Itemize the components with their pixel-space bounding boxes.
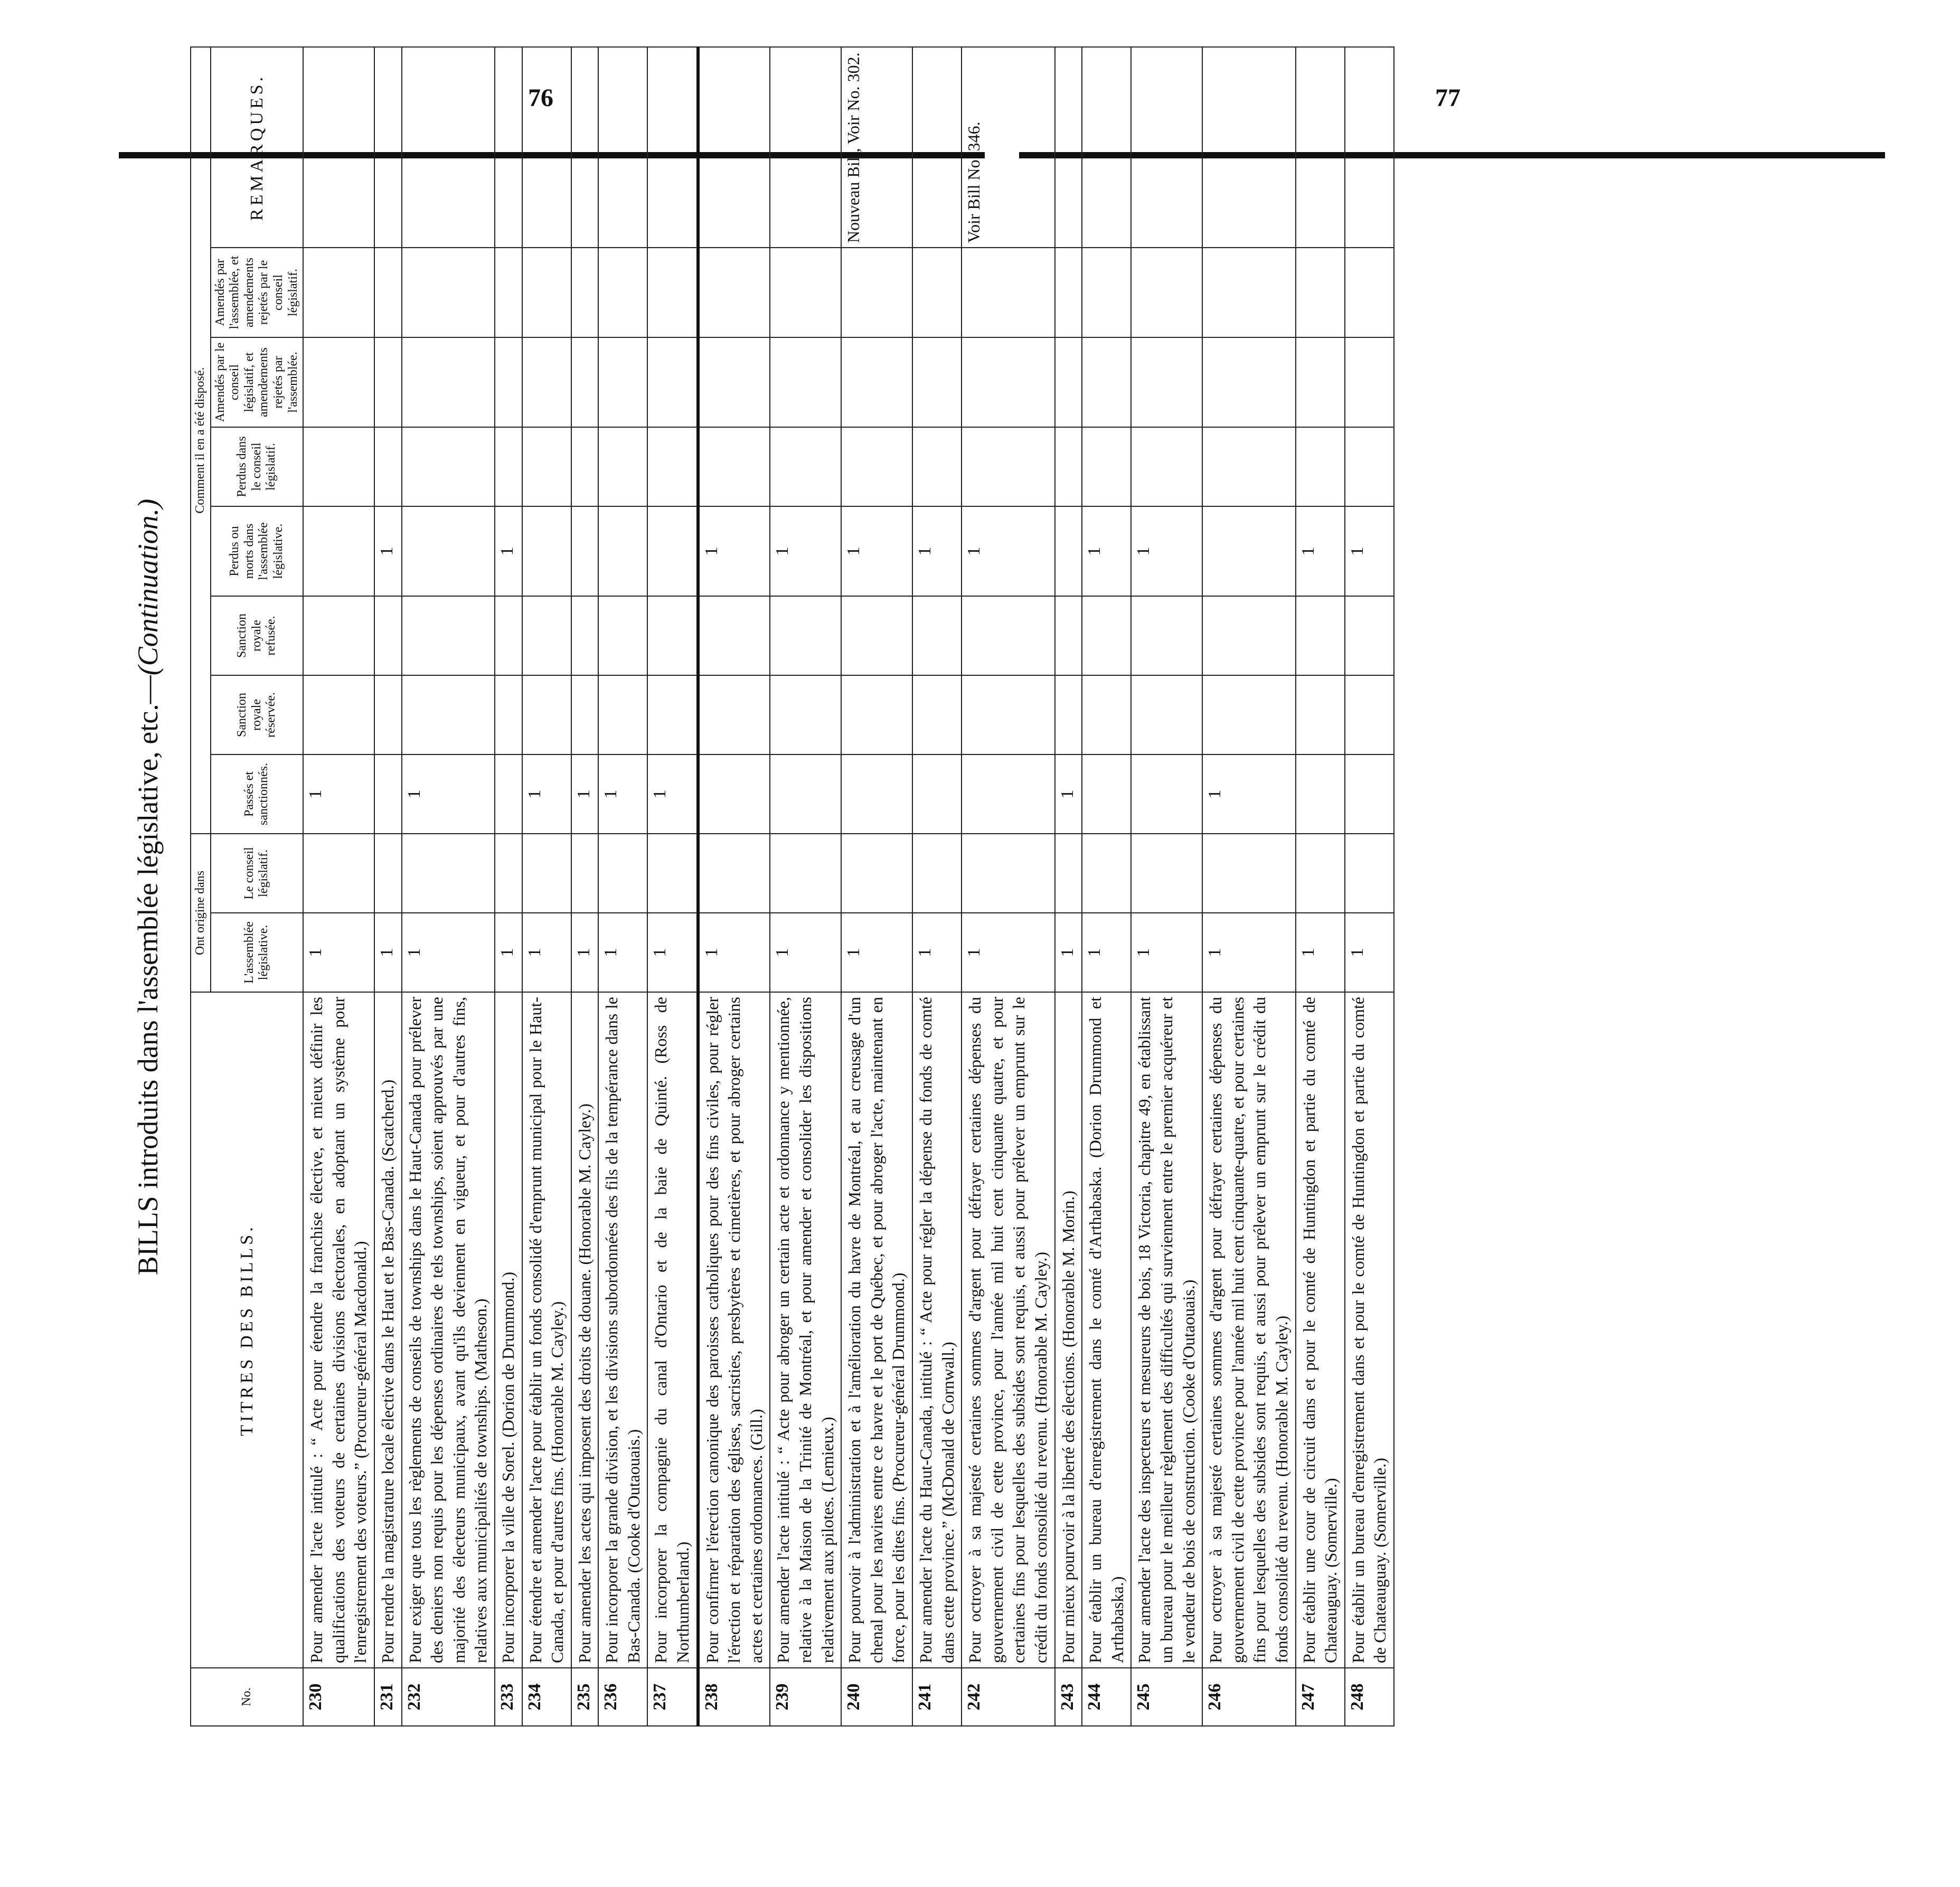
amendes-conseil-mark xyxy=(303,337,374,427)
passes-mark: 1 xyxy=(598,754,647,834)
refusee-mark xyxy=(1345,596,1394,675)
passes-mark: 1 xyxy=(303,754,374,834)
refusee-mark xyxy=(770,596,841,675)
bill-number: 234 xyxy=(522,1668,571,1726)
perdus-conseil-mark xyxy=(770,427,841,506)
refusee-mark xyxy=(841,596,912,675)
perdus-assemblee-mark xyxy=(1202,506,1295,596)
amendes-conseil-mark xyxy=(770,337,841,427)
perdus-assemblee-mark xyxy=(522,506,571,596)
origin-assemblee-mark: 1 xyxy=(303,913,374,992)
perdus-assemblee-mark: 1 xyxy=(912,506,962,596)
page-number-left: 76 xyxy=(528,84,553,112)
perdus-assemblee-mark xyxy=(647,506,698,596)
bill-number: 247 xyxy=(1296,1668,1345,1726)
passes-mark: 1 xyxy=(1202,754,1295,834)
perdus-conseil-mark xyxy=(1202,427,1295,506)
perdus-assemblee-mark: 1 xyxy=(1082,506,1131,596)
remarques-text xyxy=(374,47,402,248)
amendes-assemblee-mark xyxy=(1296,248,1345,337)
passes-mark: 1 xyxy=(522,754,571,834)
origin-conseil-mark xyxy=(770,834,841,913)
bill-title: Pour amender les actes qui imposent des droits de douane. (Honorable M. Cayley.) xyxy=(571,992,599,1668)
amendes-conseil-mark xyxy=(598,337,647,427)
perdus-conseil-mark xyxy=(841,427,912,506)
amendes-conseil-mark xyxy=(1296,337,1345,427)
bill-row xyxy=(598,47,647,1726)
origin-assemblee-mark: 1 xyxy=(374,913,402,992)
remarques-text xyxy=(912,47,962,248)
bill-number: 237 xyxy=(647,1668,698,1726)
origin-conseil-mark xyxy=(522,834,571,913)
header-perdus-assemblee: Perdus ou morts dans l'assemblée législative. xyxy=(211,506,304,596)
amendes-conseil-mark xyxy=(1202,337,1295,427)
amendes-assemblee-mark xyxy=(522,248,571,337)
perdus-conseil-mark xyxy=(1296,427,1345,506)
perdus-conseil-mark xyxy=(647,427,698,506)
amendes-assemblee-mark xyxy=(1055,248,1082,337)
origin-conseil-mark xyxy=(598,834,647,913)
reservee-mark xyxy=(1082,675,1131,754)
remarques-text: Voir Bill No. 346. xyxy=(962,47,1054,248)
perdus-assemblee-mark xyxy=(1055,506,1082,596)
bill-title: Pour établir une cour de circuit dans et pour le comté de Huntingdon et partie du comté de Chateauguay. (Somerville.) xyxy=(1296,992,1345,1668)
refusee-mark xyxy=(303,596,374,675)
bill-row xyxy=(647,47,698,1726)
origin-assemblee-mark: 1 xyxy=(698,913,770,992)
amendes-conseil-mark xyxy=(1055,337,1082,427)
refusee-mark xyxy=(522,596,571,675)
bill-title: Pour amender l'acte des inspecteurs et mesureurs de bois, 18 Victoria, chapitre 49, en établissant un bureau pour le meilleur règlement des difficultés qui surviennent entre le premier acquéreur et le vendeur de bois de construction. (Cooke d'Outaouais.) xyxy=(1131,992,1202,1668)
amendes-conseil-mark xyxy=(962,337,1054,427)
passes-mark xyxy=(962,754,1054,834)
perdus-conseil-mark xyxy=(571,427,599,506)
bill-row xyxy=(303,47,374,1726)
origin-assemblee-mark: 1 xyxy=(841,913,912,992)
bill-title: Pour étendre et amender l'acte pour établir un fonds consolidé d'emprunt municipal pour le Haut-Canada, et pour d'autres fins. (Honorable M. Cayley.) xyxy=(522,992,571,1668)
passes-mark: 1 xyxy=(571,754,599,834)
perdus-assemblee-mark: 1 xyxy=(374,506,402,596)
reservee-mark xyxy=(522,675,571,754)
amendes-assemblee-mark xyxy=(841,248,912,337)
bill-title: Pour établir un bureau d'enregistrement dans et pour le comté de Huntingdon et partie du comté de Chateauguay. (Somerville.) xyxy=(1345,992,1394,1668)
reservee-mark xyxy=(698,675,770,754)
bill-row xyxy=(770,47,841,1726)
bill-row xyxy=(522,47,571,1726)
header-remarques: REMARQUES. xyxy=(211,47,304,248)
perdus-conseil-mark xyxy=(522,427,571,506)
passes-mark: 1 xyxy=(402,754,495,834)
header-perdus-conseil: Perdus dans le conseil législatif. xyxy=(211,427,304,506)
origin-conseil-mark xyxy=(1296,834,1345,913)
perdus-assemblee-mark xyxy=(303,506,374,596)
bill-row xyxy=(1055,47,1082,1726)
bill-number: 245 xyxy=(1131,1668,1202,1726)
remarques-text xyxy=(495,47,522,248)
amendes-assemblee-mark xyxy=(495,248,522,337)
bill-row xyxy=(698,47,770,1726)
bill-number: 244 xyxy=(1082,1668,1131,1726)
caption-continuation: (Continuation.) xyxy=(132,498,164,676)
amendes-assemblee-mark xyxy=(698,248,770,337)
amendes-assemblee-mark xyxy=(402,248,495,337)
remarques-text xyxy=(571,47,599,248)
origin-conseil-mark xyxy=(571,834,599,913)
reservee-mark xyxy=(303,675,374,754)
amendes-assemblee-mark xyxy=(303,248,374,337)
reservee-mark xyxy=(374,675,402,754)
perdus-assemblee-mark: 1 xyxy=(698,506,770,596)
bill-number: 243 xyxy=(1055,1668,1082,1726)
amendes-conseil-mark xyxy=(1131,337,1202,427)
bills-table xyxy=(190,46,1394,1726)
reservee-mark xyxy=(1131,675,1202,754)
bill-title: Pour incorporer la ville de Sorel. (Dorion de Drummond.) xyxy=(495,992,522,1668)
refusee-mark xyxy=(374,596,402,675)
perdus-conseil-mark xyxy=(698,427,770,506)
amendes-conseil-mark xyxy=(522,337,571,427)
refusee-mark xyxy=(495,596,522,675)
remarques-text xyxy=(1082,47,1131,248)
bill-number: 231 xyxy=(374,1668,402,1726)
origin-conseil-mark xyxy=(912,834,962,913)
bill-row xyxy=(402,47,495,1726)
remarques-text xyxy=(598,47,647,248)
bill-title: Pour confirmer l'érection canonique des paroisses catholiques pour des fins civiles, pour régler l'érection et réparation des églises, sacristies, presbytères et cimetières, et pour abroger certains actes et certaines ordonnances. (Gill.) xyxy=(698,992,770,1668)
perdus-assemblee-mark xyxy=(402,506,495,596)
reservee-mark xyxy=(402,675,495,754)
amendes-assemblee-mark xyxy=(1202,248,1295,337)
perdus-assemblee-mark: 1 xyxy=(495,506,522,596)
origin-assemblee-mark: 1 xyxy=(598,913,647,992)
passes-mark xyxy=(698,754,770,834)
bill-number: 233 xyxy=(495,1668,522,1726)
passes-mark: 1 xyxy=(1055,754,1082,834)
bill-title: Pour octroyer à sa majesté certaines sommes d'argent pour défrayer certaines dépenses du gouvernement civil de cette province pour l'année mil huit cent cinquante-quatre, et pour certaines fins pour lesquelles des subsides sont requis, et aussi pour prélever un emprunt sur le crédit du fonds consolidé du revenu. (Honorable M. Cayley.) xyxy=(1202,992,1295,1668)
bill-title: Pour mieux pourvoir à la liberté des élections. (Honorable M. Morin.) xyxy=(1055,992,1082,1668)
refusee-mark xyxy=(598,596,647,675)
reservee-mark xyxy=(1055,675,1082,754)
header-disposed-group: Comment il en a été disposé. xyxy=(191,47,211,834)
bill-row xyxy=(1131,47,1202,1726)
amendes-assemblee-mark xyxy=(1082,248,1131,337)
origin-conseil-mark xyxy=(402,834,495,913)
perdus-assemblee-mark: 1 xyxy=(1131,506,1202,596)
bills-sheet xyxy=(116,48,1898,1726)
amendes-conseil-mark xyxy=(1082,337,1131,427)
amendes-assemblee-mark xyxy=(647,248,698,337)
header-origin-group: Ont origine dans xyxy=(191,834,211,992)
bill-row xyxy=(1202,47,1295,1726)
bill-title: Pour amender l'acte intitulé : “ Acte pour étendre la franchise élective, et mieux définir les qualifications des voteurs de certaines divisions électorales, en adoptant un système pour l'enregistrement des voteurs.” (Procureur-général Macdonald.) xyxy=(303,992,374,1668)
amendes-conseil-mark xyxy=(698,337,770,427)
header-conseil: Le conseil législatif. xyxy=(211,834,304,913)
header-no: No. xyxy=(191,1668,303,1726)
reservee-mark xyxy=(912,675,962,754)
bill-number: 230 xyxy=(303,1668,374,1726)
remarques-text xyxy=(1055,47,1082,248)
bill-row xyxy=(1345,47,1394,1726)
passes-mark xyxy=(912,754,962,834)
origin-conseil-mark xyxy=(698,834,770,913)
amendes-assemblee-mark xyxy=(770,248,841,337)
perdus-conseil-mark xyxy=(1131,427,1202,506)
header-passes: Passés et sanctionnés. xyxy=(211,754,304,834)
amendes-conseil-mark xyxy=(402,337,495,427)
remarques-text xyxy=(1296,47,1345,248)
header-assemblee: L'assemblée législative. xyxy=(211,913,304,992)
amendes-assemblee-mark xyxy=(571,248,599,337)
bill-number: 238 xyxy=(698,1668,770,1726)
reservee-mark xyxy=(1296,675,1345,754)
amendes-conseil-mark xyxy=(495,337,522,427)
bill-row xyxy=(1296,47,1345,1726)
perdus-assemblee-mark xyxy=(598,506,647,596)
bill-title: Pour octroyer à sa majesté certaines sommes d'argent pour défrayer certaines dépenses du gouvernement civil de cette province, pour l'année mil huit cent cinquante quatre, et pour certaines fins pour lesquelles des subsides sont requis, et aussi pour prélever un emprunt sur le crédit du fonds consolidé du revenu. (Honorable M. Cayley.) xyxy=(962,992,1054,1668)
origin-conseil-mark xyxy=(1082,834,1131,913)
bill-title: Pour incorporer la grande division, et les divisions subordonnées des fils de la tempérance dans le Bas-Canada. (Cooke d'Outaouais.) xyxy=(598,992,647,1668)
origin-assemblee-mark: 1 xyxy=(522,913,571,992)
origin-assemblee-mark: 1 xyxy=(770,913,841,992)
refusee-mark xyxy=(698,596,770,675)
bill-row xyxy=(912,47,962,1726)
perdus-conseil-mark xyxy=(1082,427,1131,506)
amendes-conseil-mark xyxy=(647,337,698,427)
reservee-mark xyxy=(770,675,841,754)
origin-conseil-mark xyxy=(1345,834,1394,913)
passes-mark xyxy=(1082,754,1131,834)
origin-assemblee-mark: 1 xyxy=(1082,913,1131,992)
amendes-assemblee-mark xyxy=(962,248,1054,337)
bill-row xyxy=(962,47,1054,1726)
bill-number: 239 xyxy=(770,1668,841,1726)
bill-row xyxy=(495,47,522,1726)
origin-assemblee-mark: 1 xyxy=(647,913,698,992)
passes-mark xyxy=(374,754,402,834)
remarques-text xyxy=(770,47,841,248)
perdus-assemblee-mark: 1 xyxy=(841,506,912,596)
amendes-conseil-mark xyxy=(1345,337,1394,427)
origin-conseil-mark xyxy=(647,834,698,913)
origin-assemblee-mark: 1 xyxy=(1202,913,1295,992)
bill-title: Pour amender l'acte du Haut-Canada, intitulé : “ Acte pour régler la dépense du fonds de comté dans cette province.” (McDonald de Cornwall.) xyxy=(912,992,962,1668)
bill-title: Pour établir un bureau d'enregistrement dans le comté d'Arthabaska. (Dorion Drummond et Arthabaska.) xyxy=(1082,992,1131,1668)
bill-title: Pour amender l'acte intitulé : “ Acte pour abroger un certain acte et ordonnance y mentionnée, relative à la Maison de la Trinité de Montréal, et pour amender et consolider les dispositions relativement aux pilotes. (Lemieux.) xyxy=(770,992,841,1668)
remarques-text xyxy=(402,47,495,248)
bill-number: 246 xyxy=(1202,1668,1295,1726)
remarques-text xyxy=(698,47,770,248)
remarques-text: Nouveau Bill, Voir No. 302. xyxy=(841,47,912,248)
perdus-conseil-mark xyxy=(962,427,1054,506)
remarques-text xyxy=(647,47,698,248)
header-reservee: Sanction royale réservée. xyxy=(211,675,304,754)
origin-conseil-mark xyxy=(1202,834,1295,913)
bill-title: Pour rendre la magistrature locale élective dans le Haut et le Bas-Canada. (Scatcherd.) xyxy=(374,992,402,1668)
passes-mark xyxy=(1296,754,1345,834)
refusee-mark xyxy=(1296,596,1345,675)
origin-conseil-mark xyxy=(841,834,912,913)
passes-mark: 1 xyxy=(647,754,698,834)
origin-assemblee-mark: 1 xyxy=(495,913,522,992)
perdus-assemblee-mark xyxy=(571,506,599,596)
bill-number: 242 xyxy=(962,1668,1054,1726)
reservee-mark xyxy=(841,675,912,754)
remarques-text xyxy=(522,47,571,248)
origin-conseil-mark xyxy=(374,834,402,913)
page-number-right: 77 xyxy=(1435,84,1460,112)
bill-number: 240 xyxy=(841,1668,912,1726)
refusee-mark xyxy=(402,596,495,675)
bill-row xyxy=(1082,47,1131,1726)
refusee-mark xyxy=(1202,596,1295,675)
reservee-mark xyxy=(1345,675,1394,754)
refusee-mark xyxy=(912,596,962,675)
refusee-mark xyxy=(1055,596,1082,675)
amendes-conseil-mark xyxy=(912,337,962,427)
passes-mark xyxy=(841,754,912,834)
bill-title: Pour exiger que tous les règlements de conseils de townships dans le Haut-Canada pour prélever des deniers non requis pour les dépenses ordinaires de tels townships, soient approuvés par une majorité des électeurs municipaux, avant qu'ils deviennent en vigueur, et pour d'autres fins, relatives aux municipalités de townships. (Matheson.) xyxy=(402,992,495,1668)
bill-number: 232 xyxy=(402,1668,495,1726)
bill-number: 241 xyxy=(912,1668,962,1726)
bill-row xyxy=(571,47,599,1726)
origin-conseil-mark xyxy=(1055,834,1082,913)
passes-mark xyxy=(495,754,522,834)
refusee-mark xyxy=(571,596,599,675)
origin-assemblee-mark: 1 xyxy=(1345,913,1394,992)
amendes-assemblee-mark xyxy=(912,248,962,337)
amendes-conseil-mark xyxy=(571,337,599,427)
remarques-text xyxy=(303,47,374,248)
refusee-mark xyxy=(647,596,698,675)
reservee-mark xyxy=(962,675,1054,754)
perdus-conseil-mark xyxy=(303,427,374,506)
origin-assemblee-mark: 1 xyxy=(962,913,1054,992)
bill-title: Pour incorporer la compagnie du canal d'Ontario et de la baie de Quinté. (Ross de Northumberland.) xyxy=(647,992,698,1668)
bill-number: 236 xyxy=(598,1668,647,1726)
caption-main: BILLS introduits dans l'assemblée législative, etc.— xyxy=(132,675,164,1276)
header-refusee: Sanction royale refusée. xyxy=(211,596,304,675)
origin-assemblee-mark: 1 xyxy=(571,913,599,992)
origin-conseil-mark xyxy=(303,834,374,913)
refusee-mark xyxy=(1082,596,1131,675)
perdus-conseil-mark xyxy=(1345,427,1394,506)
bill-number: 248 xyxy=(1345,1668,1394,1726)
passes-mark xyxy=(770,754,841,834)
perdus-assemblee-mark: 1 xyxy=(770,506,841,596)
perdus-assemblee-mark: 1 xyxy=(1345,506,1394,596)
origin-assemblee-mark: 1 xyxy=(1055,913,1082,992)
bill-row xyxy=(374,47,402,1726)
bill-row xyxy=(841,47,912,1726)
remarques-text xyxy=(1345,47,1394,248)
passes-mark xyxy=(1345,754,1394,834)
amendes-assemblee-mark xyxy=(598,248,647,337)
reservee-mark xyxy=(647,675,698,754)
reservee-mark xyxy=(598,675,647,754)
origin-conseil-mark xyxy=(962,834,1054,913)
bills-table-body xyxy=(303,47,1394,1726)
remarques-text xyxy=(1131,47,1202,248)
bill-number: 235 xyxy=(571,1668,599,1726)
header-titles: TITRES DES BILLS. xyxy=(191,992,303,1668)
reservee-mark xyxy=(1202,675,1295,754)
reservee-mark xyxy=(495,675,522,754)
perdus-conseil-mark xyxy=(1055,427,1082,506)
passes-mark xyxy=(1131,754,1202,834)
perdus-conseil-mark xyxy=(402,427,495,506)
origin-conseil-mark xyxy=(1131,834,1202,913)
amendes-assemblee-mark xyxy=(1345,248,1394,337)
perdus-conseil-mark xyxy=(598,427,647,506)
bill-title: Pour pourvoir à l'administration et à l'amélioration du havre de Montréal, et au creusage d'un chenal pour les navires entre ce havre et le port de Québec, et pour abroger l'acte, maintenant en force, pour les dites fins. (Procureur-général Drummond.) xyxy=(841,992,912,1668)
origin-assemblee-mark: 1 xyxy=(1131,913,1202,992)
remarques-text xyxy=(1202,47,1295,248)
perdus-conseil-mark xyxy=(912,427,962,506)
perdus-conseil-mark xyxy=(374,427,402,506)
amendes-assemblee-mark xyxy=(374,248,402,337)
perdus-assemblee-mark: 1 xyxy=(1296,506,1345,596)
perdus-conseil-mark xyxy=(495,427,522,506)
refusee-mark xyxy=(962,596,1054,675)
perdus-assemblee-mark: 1 xyxy=(962,506,1054,596)
table-caption xyxy=(116,48,180,1726)
header-amendes-assemblee: Amendés par l'assemblée, et amendements rejetés par le conseil législatif. xyxy=(211,248,304,337)
origin-assemblee-mark: 1 xyxy=(1296,913,1345,992)
header-amendes-conseil: Amendés par le conseil législatif, et amendements rejetés par l'assemblée. xyxy=(211,337,304,427)
amendes-conseil-mark xyxy=(841,337,912,427)
refusee-mark xyxy=(1131,596,1202,675)
amendes-assemblee-mark xyxy=(1131,248,1202,337)
origin-assemblee-mark: 1 xyxy=(402,913,495,992)
origin-conseil-mark xyxy=(495,834,522,913)
origin-assemblee-mark: 1 xyxy=(912,913,962,992)
reservee-mark xyxy=(571,675,599,754)
amendes-conseil-mark xyxy=(374,337,402,427)
